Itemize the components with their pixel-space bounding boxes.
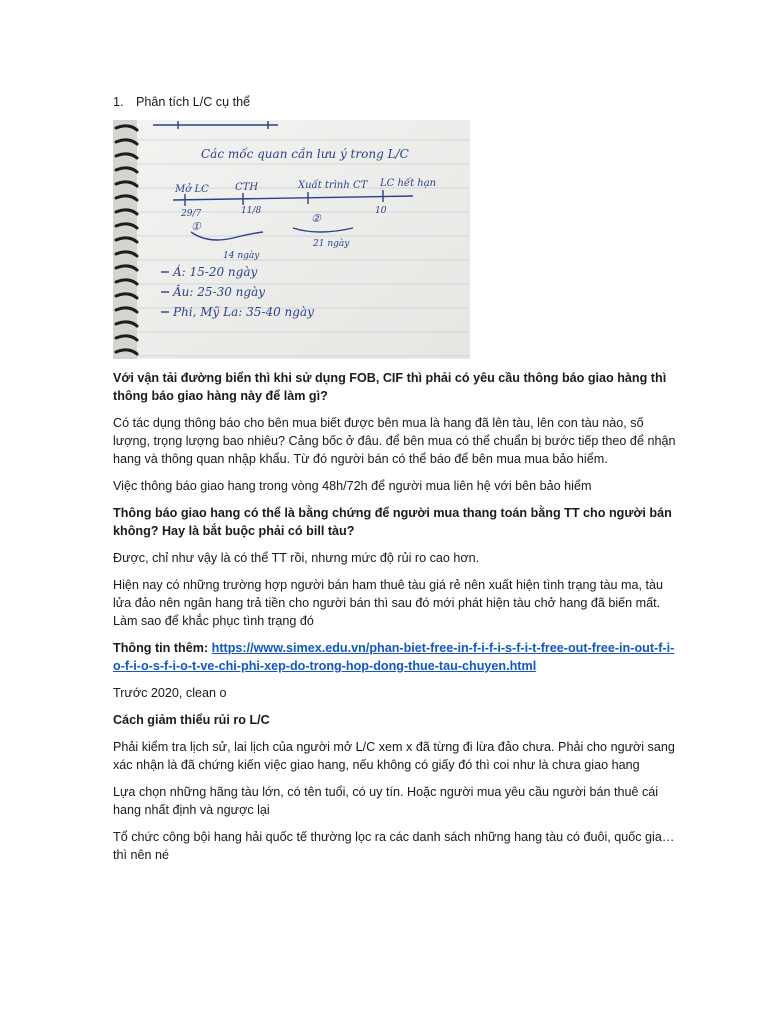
heading-text: Phân tích L/C cụ thể (136, 95, 251, 109)
question-shipping-notice: Với vận tải đường biển thì khi sử dụng FOB, CIF thì phải có yêu cầu thông báo giao hàng thì thông báo giao hàng này để làm gì? (113, 371, 667, 403)
note-date-1: 29/7 (181, 209, 202, 219)
note-before-2020: Trước 2020, clean o (113, 686, 227, 700)
notebook-photo (113, 120, 470, 359)
paragraph-choose-carrier: Lựa chọn những hãng tàu lớn, có tên tuổi, có uy tín. Hoặc người mua yêu cầu người bán thuê cái hang nhất định và ngược lại (113, 785, 659, 817)
note-circle-1: ① (191, 220, 201, 233)
note-label-ship: CTH (235, 182, 259, 193)
heading-risk-reduction: Cách giảm thiểu rủi ro L/C (113, 713, 270, 727)
note-label-present: Xuất trình CT (298, 180, 368, 191)
answer-shipping-notice: Có tác dụng thông báo cho bên mua biết được bên mua là hang đã lên tàu, lên con tàu nào, số lượng, trọng lượng bao nhiêu? Cảng bốc ở đâu. để bên mua có thể chuẩn bị bước tiếp theo để nhận hang và thông quan nhập khẩu. Từ đó người bán có thể báo để bên mua mua bảo hiểm. (113, 416, 676, 466)
question-tt-payment: Thông báo giao hang có thể là bằng chứng để người mua thang toán bằng TT cho người bán không? Hay là bắt buộc phải có bill tàu? (113, 506, 672, 538)
note-date-2: 11/8 (241, 206, 262, 216)
note-label-open: Mở LC (175, 184, 209, 195)
more-info-link[interactable]: https://www.simex.edu.vn/phan-biet-free-in-f-i-f-i-s-f-i-t-free-out-free-in-out-f-i-o-f-i-o-s-f-i-o-t-ve-chi-phi-xep-do-trong-hop-dong-thue-tau-chuyen.html (113, 641, 675, 673)
note-span-2: 21 ngày (313, 239, 350, 249)
more-info-label: Thông tin thêm: (113, 641, 212, 655)
note-title: Các mốc quan cần lưu ý trong L/C (201, 147, 409, 161)
note-span-1: 14 ngày (223, 251, 260, 261)
more-info-paragraph (113, 639, 678, 675)
paragraph-check-history: Phải kiểm tra lịch sử, lai lịch của người mở L/C xem x đã từng đi lừa đảo chưa. Phải cho người sang xác nhận là đã chứng kiến việc giao hang, nếu không có giấy đó thì coi như là chưa giao hang (113, 740, 675, 772)
note-line-europe: Âu: 25-30 ngày (173, 285, 266, 299)
heading-number: 1. (113, 95, 124, 109)
section-heading (113, 93, 678, 111)
note-line-africa-americas: Phi, Mỹ La: 35-40 ngày (173, 305, 314, 319)
note-label-expire: LC hết hạn (380, 178, 437, 189)
note-circle-2: ② (311, 212, 321, 225)
answer-tt-payment: Được, chỉ như vậy là có thể TT rồi, nhưng mức độ rủi ro cao hơn. (113, 551, 480, 565)
note-date-3: 10 (375, 206, 387, 216)
note-line-asia: Á: 15-20 ngày (173, 265, 258, 279)
paragraph-maritime-org: Tổ chức công bội hang hải quốc tế thường lọc ra các danh sách những hang tàu có đuôi, quốc gia… thì nên né (113, 830, 675, 862)
document-body (113, 93, 678, 873)
paragraph-ghost-ships: Hiện nay có những trường hợp người bán ham thuê tàu giá rẻ nên xuất hiện tình trạng tàu ma, tàu lửa đảo nên ngân hang trả tiền cho người bán thì sau đó mới phát hiện tàu chở hang đã biến mất. Làm sao để khắc phục tình trạng đó (113, 578, 663, 628)
note-notice-deadline: Việc thông báo giao hang trong vòng 48h/72h để người mua liên hệ với bên bảo hiểm (113, 479, 592, 493)
